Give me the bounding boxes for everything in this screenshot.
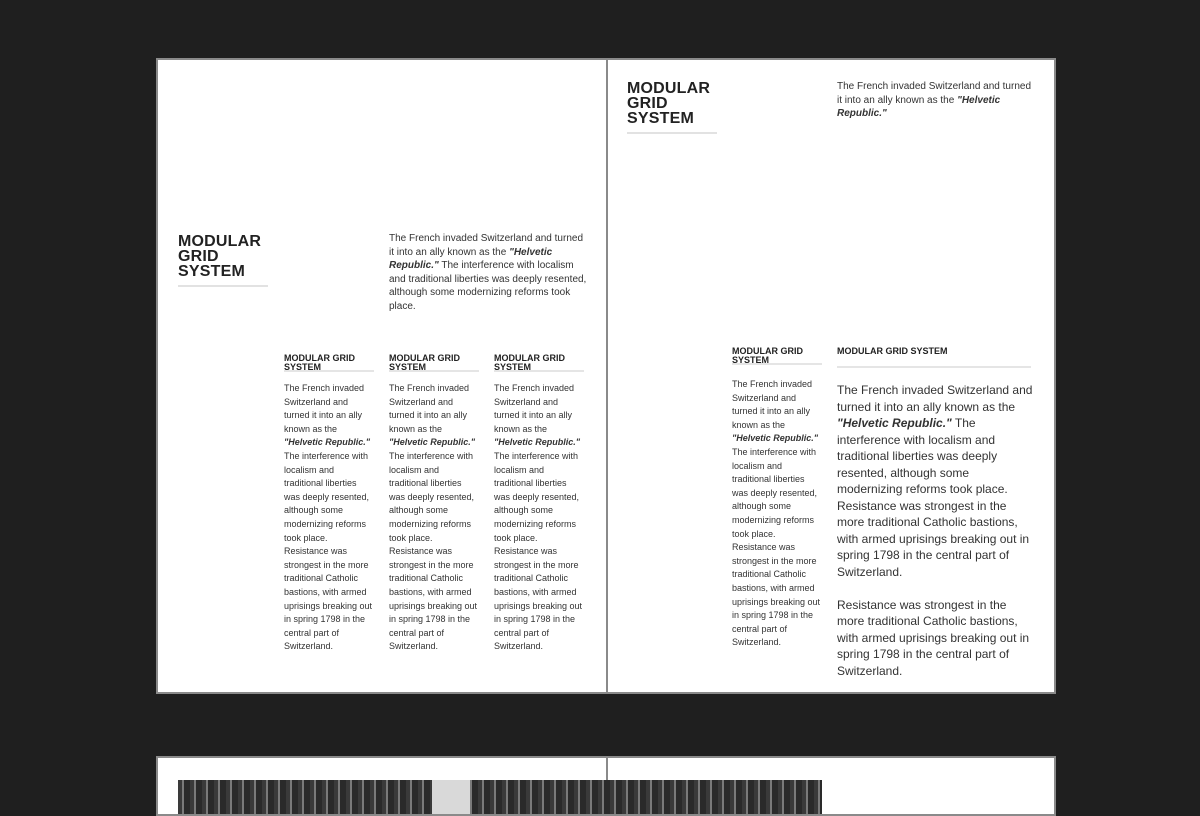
page-spread-2 bbox=[156, 756, 1056, 816]
left-page-intro bbox=[389, 232, 589, 313]
paragraph-emphasis: "Helvetic Republic." bbox=[837, 416, 952, 430]
left-column-3 bbox=[494, 354, 584, 654]
column-text: The French invaded Switzerland and turned it into an ally known as the bbox=[389, 383, 470, 434]
column-body bbox=[389, 382, 479, 654]
intro-emphasis: "Helvetic Republic." bbox=[837, 94, 1001, 119]
right-page-intro bbox=[837, 80, 1037, 121]
column-text: The French invaded Switzerland and turned it into an ally known as the bbox=[284, 383, 365, 434]
large-text-paragraph-2: Resistance was strongest in the more traditional Catholic bastions, with armed uprisings breaking out in spring 1798 in the central part of Switzerland. bbox=[837, 597, 1030, 678]
column-emphasis: "Helvetic Republic." bbox=[494, 437, 581, 448]
column-heading: MODULAR GRID SYSTEM bbox=[732, 347, 822, 365]
column-heading: MODULAR GRID SYSTEM bbox=[494, 354, 584, 372]
column-body bbox=[732, 378, 822, 650]
photo-sky-gap bbox=[432, 780, 470, 816]
page-spread-1 bbox=[156, 58, 1056, 694]
left-page-title: MODULAR GRID SYSTEM bbox=[178, 234, 268, 287]
left-column-2 bbox=[389, 354, 479, 654]
column-text-rest: The interference with localism and traditional liberties was deeply resented, although some modernizing reforms took place. Resistance was strongest in the more traditional Catholic bastions, with armed uprisings breaking out in spring 1798 in the central part of Switzerland. bbox=[732, 446, 821, 648]
column-emphasis: "Helvetic Republic." bbox=[284, 437, 371, 448]
column-heading: MODULAR GRID SYSTEM bbox=[284, 354, 374, 372]
column-emphasis: "Helvetic Republic." bbox=[389, 437, 476, 448]
large-text-paragraph-1 bbox=[837, 382, 1035, 580]
column-body bbox=[284, 382, 374, 654]
right-page-title: MODULAR GRID SYSTEM bbox=[627, 81, 717, 134]
large-text-heading: MODULAR GRID SYSTEM bbox=[837, 346, 1031, 368]
building-photo bbox=[178, 780, 822, 816]
paragraph-text: The French invaded Switzerland and turned it into an ally known as the bbox=[837, 383, 1033, 414]
intro-text: The French invaded Switzerland and turned it into an ally known as the bbox=[389, 233, 584, 258]
spread-fold-line bbox=[606, 60, 608, 692]
paragraph-text-rest: The interference with localism and traditional liberties was deeply resented, although some modernizing reforms took place. Resistance was strongest in the more traditional Catholic bastions, with armed uprisings breaking out in spring 1798 in the central part of Switzerland. bbox=[837, 416, 1030, 579]
column-text: The French invaded Switzerland and turned it into an ally known as the bbox=[732, 379, 813, 430]
column-text-rest: The interference with localism and traditional liberties was deeply resented, although some modernizing reforms took place. Resistance was strongest in the more traditional Catholic bastions, with armed uprisings breaking out in spring 1798 in the central part of Switzerland. bbox=[389, 450, 478, 652]
column-body bbox=[494, 382, 584, 654]
column-text-rest: The interference with localism and traditional liberties was deeply resented, although some modernizing reforms took place. Resistance was strongest in the more traditional Catholic bastions, with armed uprisings breaking out in spring 1798 in the central part of Switzerland. bbox=[494, 450, 583, 652]
column-text-rest: The interference with localism and traditional liberties was deeply resented, although some modernizing reforms took place. Resistance was strongest in the more traditional Catholic bastions, with armed uprisings breaking out in spring 1798 in the central part of Switzerland. bbox=[284, 450, 373, 652]
large-text-body bbox=[837, 382, 1035, 696]
column-heading: MODULAR GRID SYSTEM bbox=[389, 354, 479, 372]
intro-text-rest: The interference with localism and traditional liberties was deeply resented, although some modernizing reforms took place. bbox=[389, 260, 587, 312]
column-text: The French invaded Switzerland and turned it into an ally known as the bbox=[494, 383, 575, 434]
right-column-1 bbox=[732, 347, 822, 650]
left-column-1 bbox=[284, 354, 374, 654]
intro-text: The French invaded Switzerland and turned it into an ally known as the bbox=[837, 81, 1032, 106]
column-emphasis: "Helvetic Republic." bbox=[732, 433, 819, 444]
intro-emphasis: "Helvetic Republic." bbox=[389, 246, 553, 271]
